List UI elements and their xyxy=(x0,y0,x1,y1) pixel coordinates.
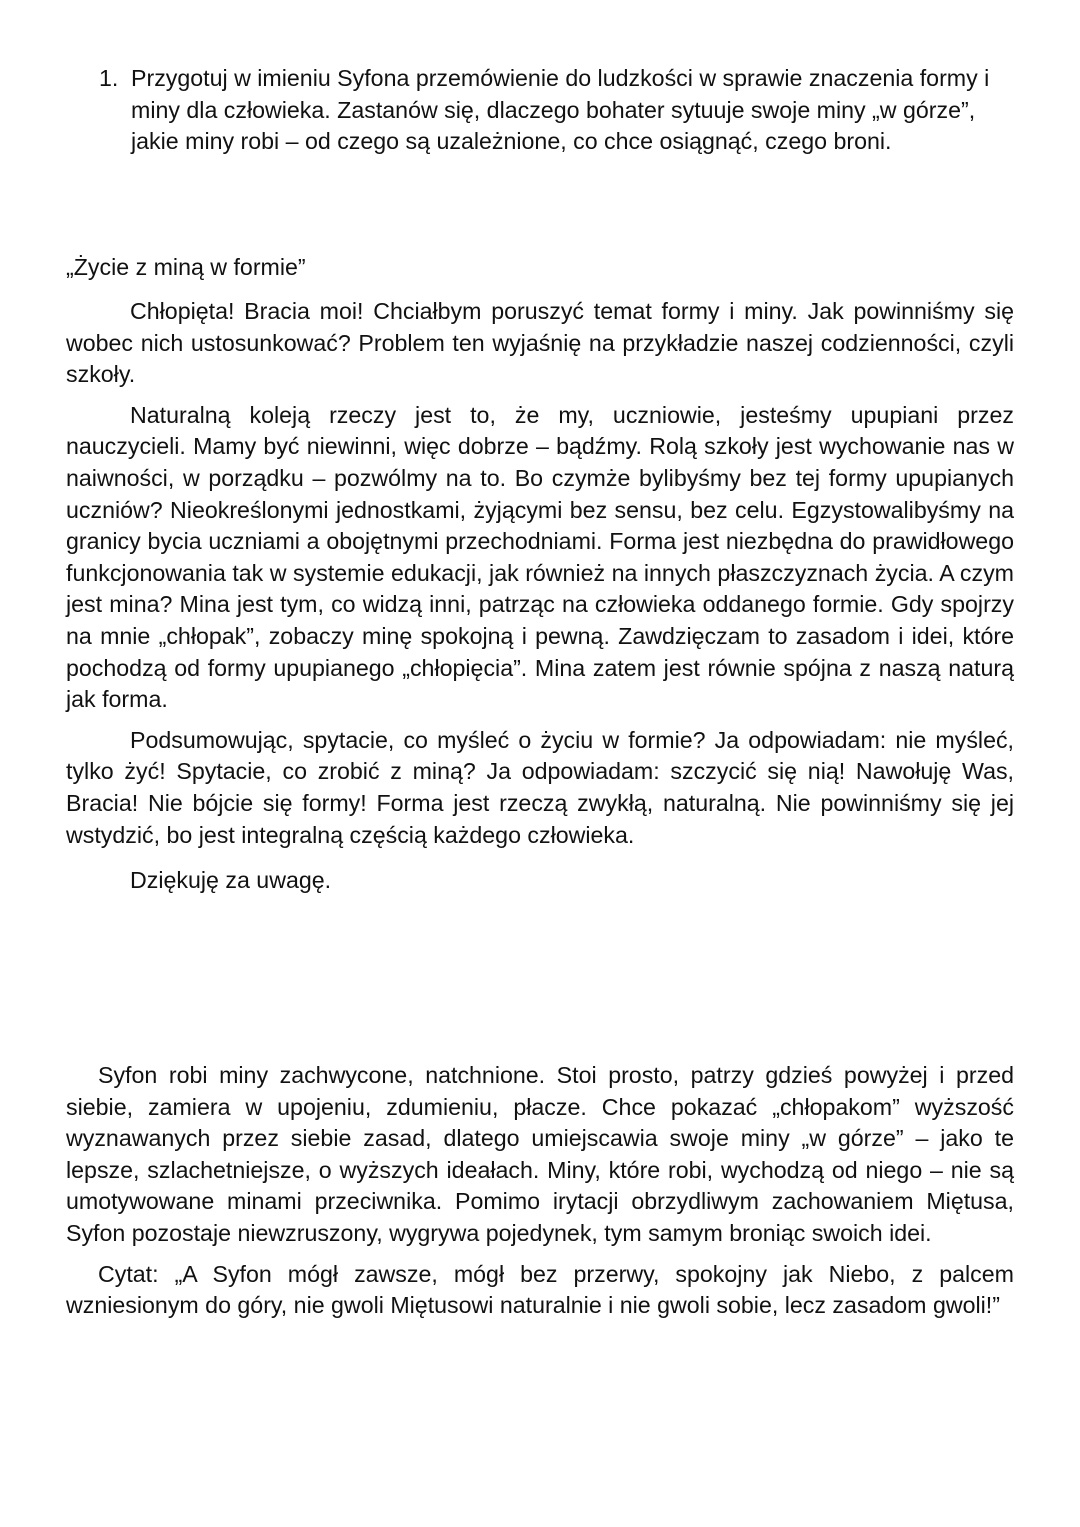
analysis-paragraph: Syfon robi miny zachwycone, natchnione. Stoi prosto, patrzy gdzieś powyżej i przed siebie, zamiera w upojeniu, zdumieniu, płacze. Chce pokazać „chłopakom” wyższość wyznawanych przez siebie zasad, dlatego umiejscawia swoje miny „w górze” – jako te lepsze, szlachetniejsze, o wyższych ideałach. Miny, które robi, wychodzą od niego – nie są umotywowane minami przeciwnika. Pomimo irytacji obrzydliwym zachowaniem Miętusa, Syfon pozostaje niewzruszony, wygrywa pojedynek, tym samym broniąc swoich idei. xyxy=(66,1062,1014,1246)
speech-closing: Dziękuję za uwagę. xyxy=(130,867,332,894)
task-number: 1. xyxy=(99,65,119,91)
speech-paragraph: Naturalną koleją rzeczy jest to, że my, uczniowie, jesteśmy upupiani przez nauczycieli. Mamy być niewinni, więc dobrze – bądźmy. Rolą szkoły jest wychowanie nas w naiwności, w porządku – pozwólmy na to. Bo czymże bylibyśmy bez tej formy upupianych uczniów? Nieokreślonymi jednostkami, żyjącymi bez sensu, bez celu. Egzystowalibyśmy na granicy bycia uczniami a obojętnymi przechodniami. Forma jest niezbędna do prawidłowego funkcjonowania tak w systemie edukacji, jak również na innych płaszczyznach życia. A czym jest mina? Mina jest tym, co widzą inni, patrząc na człowieka oddanego formie. Gdy spojrzy na mnie „chłopak”, zobaczy minę spokojną i pewną. Zawdzięczam to zasadom i idei, które pochodzą od formy upupianego „chłopięcia”. Mina zatem jest równie spójna z naszą naturą jak forma. xyxy=(66,401,1014,713)
quote-paragraph: Cytat: „A Syfon mógł zawsze, mógł bez przerwy, spokojny jak Niebo, z palcem wzniesionym do góry, nie gwoli Miętusowi naturalnie i nie gwoli sobie, lecz zasadom gwoli!” xyxy=(66,1260,1014,1319)
speech-title: „Życie z miną w formie” xyxy=(66,254,306,280)
speech-paragraph: Chłopięta! Bracia moi! Chciałbym poruszyć temat formy i miny. Jak powinniśmy się wobec nich ustosunkować? Problem ten wyjaśnię na przykładzie naszej codzienności, czyli szkoły. xyxy=(66,298,1014,388)
task-text: Przygotuj w imieniu Syfona przemówienie do ludzkości w sprawie znaczenia formy i miny dla człowieka. Zastanów się, dlaczego bohater sytuuje swoje miny „w górze”, jakie miny robi – od czego są uzależnione, co chce osiągnąć, czego broni. xyxy=(131,65,990,155)
task-item xyxy=(99,63,1014,158)
speech-paragraph: Podsumowując, spytacie, co myśleć o życiu w formie? Ja odpowiadam: nie myśleć, tylko żyć! Spytacie, co zrobić z miną? Ja odpowiadam: szczycić się nią! Nawołuję Was, Bracia! Nie bójcie się formy! Forma jest rzeczą zwykłą, naturalną. Nie powinniśmy się jej wstydzić, bo jest integralną częścią każdego człowieka. xyxy=(66,726,1014,848)
speech-body xyxy=(66,296,1014,906)
analysis-section xyxy=(66,1060,1014,1331)
